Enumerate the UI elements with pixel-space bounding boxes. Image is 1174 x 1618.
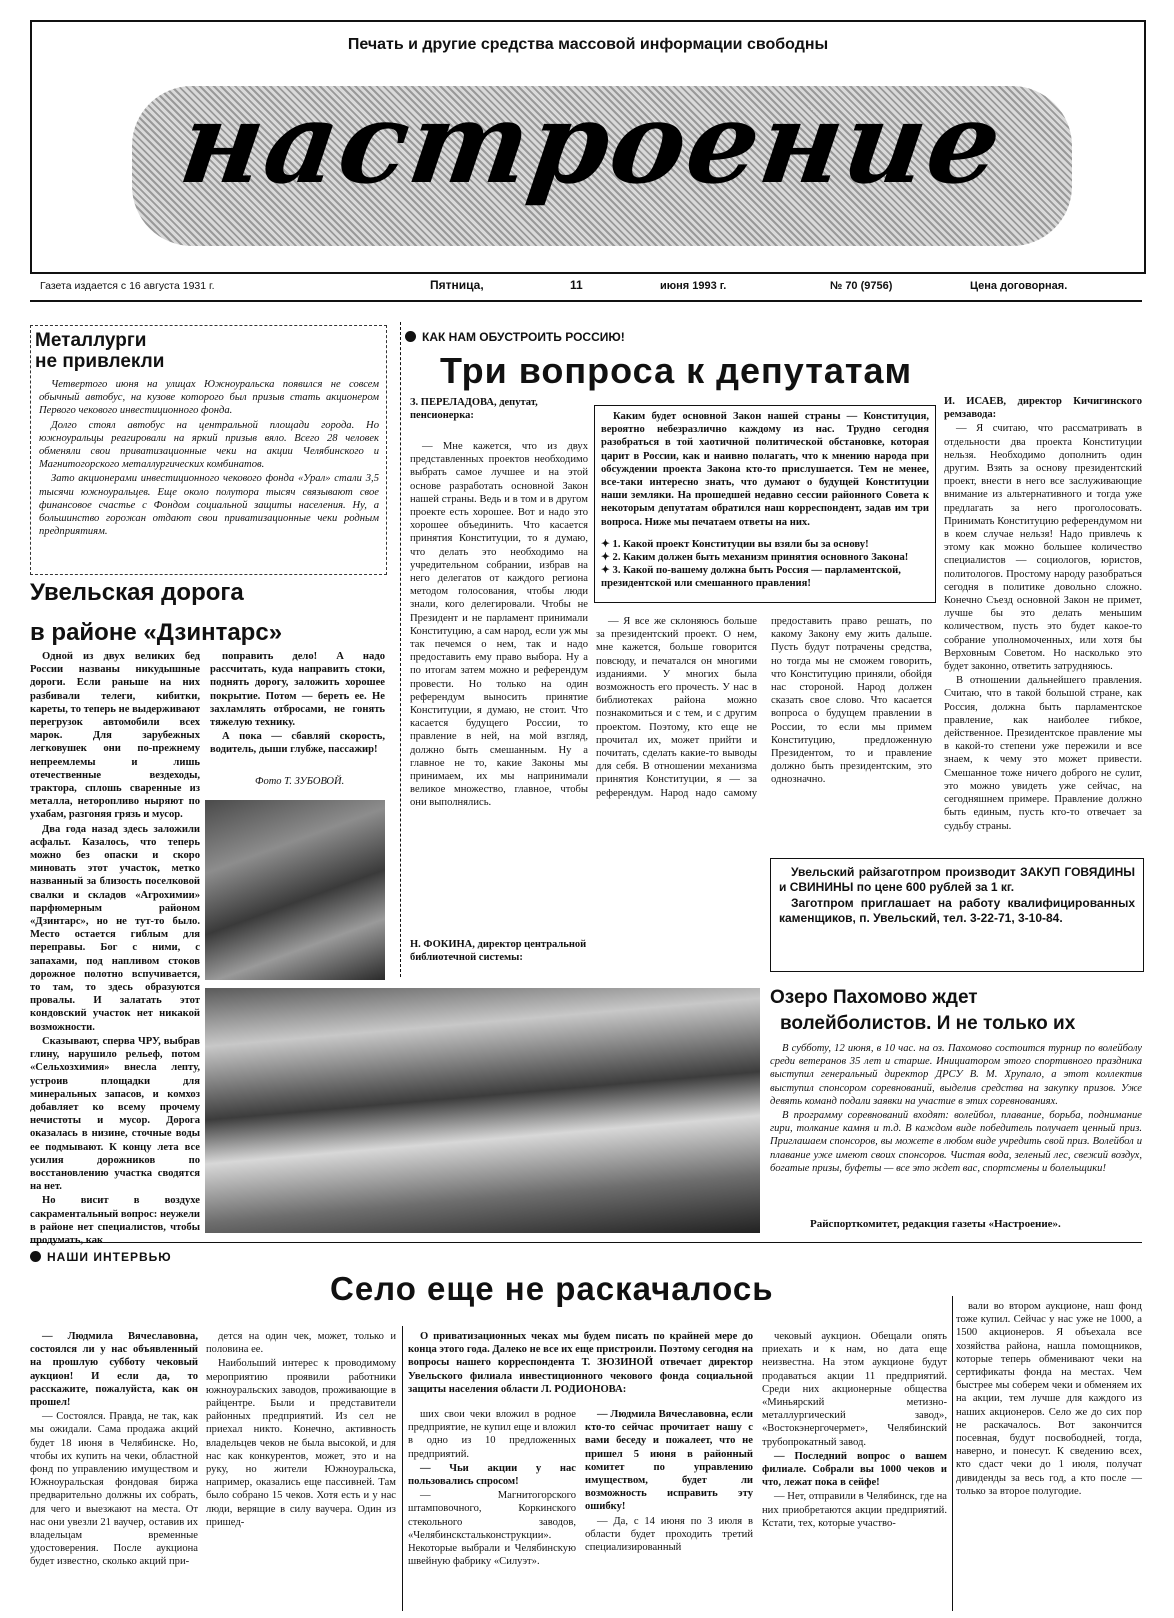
interview-lead [408,1330,753,1402]
answer-3 [944,395,1142,850]
article-title-line: в районе «Дзинтарс» [30,619,283,646]
interview-col4 [585,1408,753,1610]
article-title-line: Озеро Пахомово ждет [770,987,978,1008]
rubric-russia: КАК НАМ ОБУСТРОИТЬ РОССИЮ! [405,330,625,344]
paragraph: — Мне кажется, что из двух представленных проектов необходимо выбрать самое лучшее и на этой основе разработать основной Закон нашей страны. Ведь и в том и в другом проекте есть хорошее. Вот и надо это хорошее объединить. Что касается принятия Конституции, то я думаю, что делать это необходимо на учредительном собрании, избрав на него делегатов от каждого региона методом голосования, чтобы люди знали, кого делегировали. Чтобы не Президент и не парламент принимали Конституцию, а сам народ, если уж мы так печемся о нем, так и надо предоставить ему право выбора. Ну а по итогам затем можно и референдум провести. Но только на один референдум выносить принятие Конституции, я думаю, не стоит. Что касается будущего России, то правление в ней, на мой взгляд, должно быть смешанным. Ну а главное не то, какие Законы мы принимаем, их мы напринимали великое множество, главное, чтобы они выполнялись. [410,441,588,809]
interview-col1 [30,1330,198,1610]
column-rule [402,1326,403,1611]
question-3: ✦ 3. Какой по-вашему должна быть Россия — парламентской, президентской или смешанного правления! [601,565,901,589]
ad-line: Увельский райзаготпром производит ЗАКУП ГОВЯДИНЫ и СВИНИНЫ по цене 600 рублей за 1 кг. [779,865,1135,894]
article-metallurgists [30,325,387,575]
masthead-weekday: Пятница, [430,278,484,292]
masthead [30,20,1146,274]
newspaper-title: настроение [172,78,1011,209]
column-rule [400,322,401,977]
advertisement-box [770,858,1144,972]
paragraph: В программу соревнований входят: волейбол, плавание, борьба, поднимание гири, толкание камня и т.д. В каждом виде победитель получает ценный приз. Приглашаем спонсоров, вы можете в любом виде учредить свой приз. Волейбол и плавание уже имеют своих спонсоров. Чистая вода, зеленый лес, свежий воздух, богатые призы, буфеты — все это ждет вас, спортсмены и болельщики! [770,1110,1142,1174]
article-lake-title [770,985,1075,1037]
masthead-day: 11 [570,278,583,292]
interview-col6 [956,1300,1142,1610]
lake-photo [205,988,760,1233]
paragraph: — Я все же склоняюсь больше за президентский проект. О нем, мне кажется, больше говорится повсюду, и печатался он многими изданиями. У многих была возможность его прочесть. У нас в библиотеках района можно познакомиться и с тем, и с другим проектом. Поэтому, кто еще не прочитал их, может прийти и почитать, сделать какие-то выводы для себя. В отношении механизма принятия Конституции, я — за референдум. Народ надо самому предоставить право решать, по какому Закону ему жить дальше. Пусть будут потрачены средства, но тогда мы не сможем говорить, что Конституцию приняли, обойдя нас стороной. Народ должен сказать свое слово. Что касается вопроса о будущем правлении в России, то если мы примем Конституцию, предложенную Президентом, то и правление должно быть президентским, это однозначно. [596,616,932,799]
paragraph: Каким будет основной Закон нашей страны — Конституция, вероятно небезразлично каждому из нас. Трудно сегодня разобраться в той хаотичной политической обстановке, которая царит в России, как и наивно полагать, что к мнению народа при обсуждении проекта Закона кто-то прислушается. Тем не менее, все-таки интересно знать, что думают о будущей Конституции наши земляки. На прошедшей недавно сессии районного Совета к некоторым депутатам обратился наш корреспондент, задав им три вопроса. Ниже мы печатаем ответы на них. [601,411,929,528]
ad-line: Заготпром приглашает на работу квалифицированных каменщиков, п. Увельский, тел. 3-22-71, 3-10-84. [779,896,1135,925]
paragraph: Сказывают, сперва ЧРУ, выбрав глину, нарушило рельеф, потом «Сельхозхимия» внесла лепту, устроив площадки для минеральных запасов, и комхоз добавляет ко всему прочему нечистоты и мусор. Дорога оказалась в низине, сточные воды ее подмывают. К концу лета все усилия дорожников по восстановлению участка сводятся на нет. [30,1035,200,1193]
paragraph: Два года назад здесь заложили асфальт. Казалось, что теперь можно без опаски и скоро миновать этот участок, метко названный за близость поселковой свалки и складов «Агрохимии» парфюмерным районом «Дзинтарс», но не тут-то было. Место остается гиблым для переправы. Бог с ними, с запахами, под напливом стоков дорожное полотно вспучивается, то там, то здесь образуются провалы. И залатать этот кондовский участок нет никакой возможности. [30,823,200,1033]
paragraph: Зато акционерами инвестиционного чекового фонда «Урал» стали 3,5 тысячи южноуральцев. Еще около полутора тысяч связывают свое финансовое счастье с Фондом социальной защиты населения. Ну, а большинство горожан отдают свои приватизационные чеки родным предприятиям. [39,473,379,538]
article-lake-signature: Райспорткомитет, редакция газеты «Настроение». [810,1218,1061,1230]
paragraph: О приватизационных чеках мы будем писать по крайней мере до конца этого года. Далеко не все их еще пристроили. Поэтому сегодня на вопросы нашего корреспондента Т. ЗЮЗИНОЙ отвечает директор Увельского филиала инвестиционного чекового фонда социальной защиты населения области Л. РОДИОНОВА: [408,1331,753,1395]
article-title-line: волейболистов. И не только их [780,1013,1076,1034]
paragraph: — Людмила Вячеславовна, состоялся ли у нас объявленный на прошлую субботу чековый аукцион! И если да, то расскажите, пожалуйста, как он прошел! [30,1331,198,1409]
answer-1 [410,440,588,930]
paragraph: — Людмила Вячеславовна, если кто-то сейчас прочитает нашу с вами беседу и пожалеет, что не пришел 5 июня в районный комитет по управлению имуществом, будет ли возможность исправить эту ошибку! [585,1409,753,1513]
masthead-month-year: июня 1993 г. [660,280,727,292]
paragraph: А пока — сбавляй скорость, водитель, дыши глубже, пассажир! [210,731,385,756]
paragraph: дется на один чек, может, только и половина ее. [206,1331,396,1356]
paragraph: вали во втором аукционе, наш фонд тоже купил. Сейчас у нас уже не 1000, а 1500 акционеров. Я объехала все хозяйства района, нашла помощников, которые теперь обменивают чеки на сертификаты фонда на местах. Чем быстрее мы соберем чеки и обменяем их на акции, тем лучше для каждого из наших акционеров. Село же до сих пор не раскачалось. Вот закончится посевная, будут посвободней, тогда, наверно, и понесут. К сведению всех, кто сдаст чеки до 1 июля, получат дивиденды за весь год, а кто после — только за второе полугодие. [956,1301,1142,1497]
paragraph: — Да, с 14 июня по 3 июля в области будет проходить третий специализированный [585,1515,753,1554]
advertisement-text [779,865,1135,965]
question-text: 1. Какой проект Конституции вы взяли бы за основу! [612,539,869,550]
photo-credit: Фото Т. ЗУБОВОЙ. [255,776,345,787]
answer-author-3-inline: И. ИСАЕВ, директор Кичигинского ремзавода: [944,396,1142,421]
article-village-title: Село еще не раскачалось [330,1270,774,1307]
masthead-price: Цена договорная. [970,280,1068,292]
paragraph: — Нет, отправили в Челябинск, где на них приобретаются акции предприятий. Кстати, тех, которые участво- [762,1491,947,1529]
question-2: ✦ 2. Каким должен быть механизм принятия основного Закона! [601,552,909,563]
paragraph: чековый аукцион. Обещали опять приехать и к нам, но дата еще неизвестна. На этом аукционе будут продаваться акции 11 предприятий. Среди них акционерные общества «Миньярский метизно-металлургический завод», «Востокэнергочермет», Челябинский трубопрокатный завод. [762,1331,947,1448]
paragraph: В субботу, 12 июня, в 10 час. на оз. Пахомово состоится турнир по волейболу среди ветеранов 35 лет и старше. Инициатором этого спортивного праздника выступил генеральный директор ДРСУ В. М. Хрупало, а этот коллектив выступил спонсором соревнований, выделив средства на закупку призов. Уже девять команд подали заявки на участие в этих соревнованиях. [770,1043,1142,1107]
paragraph: поправить дело! А надо рассчитать, куда направить стоки, поднять дорогу, заложить хорошее покрытие. Потом — береть ее. Не захламлять отбросами, не гонять тяжелую технику. [210,651,385,729]
deputies-lead [601,410,929,538]
answer-author-2: Н. ФОКИНА, директор центральной библиотечной системы: [410,939,587,963]
article-title-line: Металлурги [35,330,147,351]
article-body [39,378,379,570]
masthead-issue: № 70 (9756) [830,280,893,292]
interview-col2 [206,1330,396,1610]
interview-col3 [408,1408,576,1610]
interview-col5 [762,1330,947,1610]
paragraph: — Состоялся. Правда, не так, как мы ожидали. Сама продажа акций будет 18 июня в Челябинске. Но, чтобы их купить на чеки, областной фонд по управлению имуществом и Южноуральская фондовая биржа предварительно должны их собрать, для чего и выезжают на места. От нас они увезли 21 ваучер, оставив их владельцам временные удостоверения. После аукциона будет известно, сколько акций при- [30,1411,198,1568]
paragraph: Четвертого июня на улицах Южноуральска появился не совсем обычный автобус, на кузове которого был призыв стать акционером Первого чекового инвестиционного фонда. [39,379,379,417]
answer-author-1: З. ПЕРЕЛАДОВА, депутат, пенсионерка: [410,397,538,421]
paragraph: Наибольший интерес к проводимому мероприятию проявили работники южноуральских заводов, проживающие в райцентре. Были и представители районных предприятий. Из сел не приехал никто. Конечно, активность владельцев чеков не была высокой, и для нас как конкурентов, может, это и на руку, но жители Южноуральска, например, оказались еще пассивней. Там было собрано 15 чеков. Хотя есть и у нас люди, верящие в силу ваучера. Один из пришед- [206,1358,396,1528]
paragraph: Но висит в воздухе сакраментальный вопрос: неужели в районе нет специалистов, чтобы продумать, как [30,1195,200,1246]
road-photo [205,800,385,980]
question-text: 3. Какой по-вашему должна быть Россия — парламентской, президентской или смешанного правления! [601,565,901,589]
deputies-lead-box [594,405,936,603]
column-rule [952,1296,953,1611]
masthead-rule [30,300,1142,302]
rubric-interview: НАШИ ИНТЕРВЬЮ [30,1250,172,1264]
paragraph: — Чьи акции у нас пользовались спросом! [408,1462,576,1488]
paragraph: Одной из двух великих бед России названы никудышные дороги. Если раньше на них разбивали телеги, кибитки, кареты, то теперь не выдерживают перегрузок автомобили всех марок. Для зарубежных легковушек они по-прежнему непреемлемы и лишь отечественные вездеходы, трактора, сплошь сваренные из металла, неторопливо ныряют по ухабам, разгоняя грязь и мусор. [30,651,200,821]
paragraph: Долго стоял автобус на центральной площади города. Но южноуральцы реагировали на яркий призыв вяло. Всего 28 человек обменяли свои приватизационные чеки на акции Челябинского и Магнитогорского металлургических комбинатов. [39,419,379,471]
article-lake-body [770,1042,1142,1214]
question-text: 2. Каким должен быть механизм принятия основного Закона! [612,552,909,563]
questions-list [601,538,929,590]
article-deputies-title: Три вопроса к депутатам [440,350,913,391]
paragraph: В отношении дальнейшего правления. Считаю, что в такой большой стране, как Россия, должна быть парламентское правление, как наиболее гибкое, действенное. Президентское правление мы в какой-то степени уже пережили и все знаем, к чему это может привести. Смешанное тоже ничего доброго не сулит, это можно увидеть уже сейчас, на сегодняшнем примере. Правление должно быть единым, пусть кто-то отвечает за судьбу страны. [944,675,1142,832]
question-1: ✦ 1. Какой проект Конституции вы взяли бы за основу! [601,539,869,550]
paragraph: — Я считаю, что рассматривать в отдельности два проекта Конституции нельзя. Необходимо дополнить один другим. Взять за основу президентский проект, внести в него все заслуживающие внимание из альтернативного и тогда уже предлагать за него проголосовать. Принимать Конституцию референдумом ни в коем случае нельзя! Надо привлечь к этому как можно большее количество специалистов — социологов, юристов, политологов. Простому народу разобраться сегодня в политике довольно сложно. Конечно Съезд основной Закон не примет, лучше бы это делать меньшим количеством, пусть это будет какое-то собрание уполномоченных, или хотя бы Верховным Советом. Но насколько это будет законно, ответить затрудняюсь. [944,423,1142,673]
article-road-col1 [30,650,200,1246]
article-title-line: не привлекли [35,351,165,372]
article-road-col2 [210,650,385,768]
masthead-slogan: Печать и другие средства массовой информации свободны [347,36,829,53]
article-title [35,330,164,372]
paragraph: ших свои чеки вложил в родное предприятие, не купил еще и вложил в одно из 10 предложенных предприятий. [408,1409,576,1460]
paragraph: — Магнитогорского штамповочного, Коркинского стекольного заводов, «Челябинскстальконструкции». Некоторые выбрали и Челябинскую швейную фабрику «Силуэт». [408,1490,576,1568]
article-road-title [30,578,282,648]
masthead-since: Газета издается с 16 августа 1931 г. [40,280,215,292]
paragraph: — Последний вопрос о вашем филиале. Собрали вы 1000 чеков и что, лежат пока в сейфе! [762,1450,947,1489]
article-title-line: Увельская дорога [30,579,244,606]
section-rule [30,1242,1142,1243]
